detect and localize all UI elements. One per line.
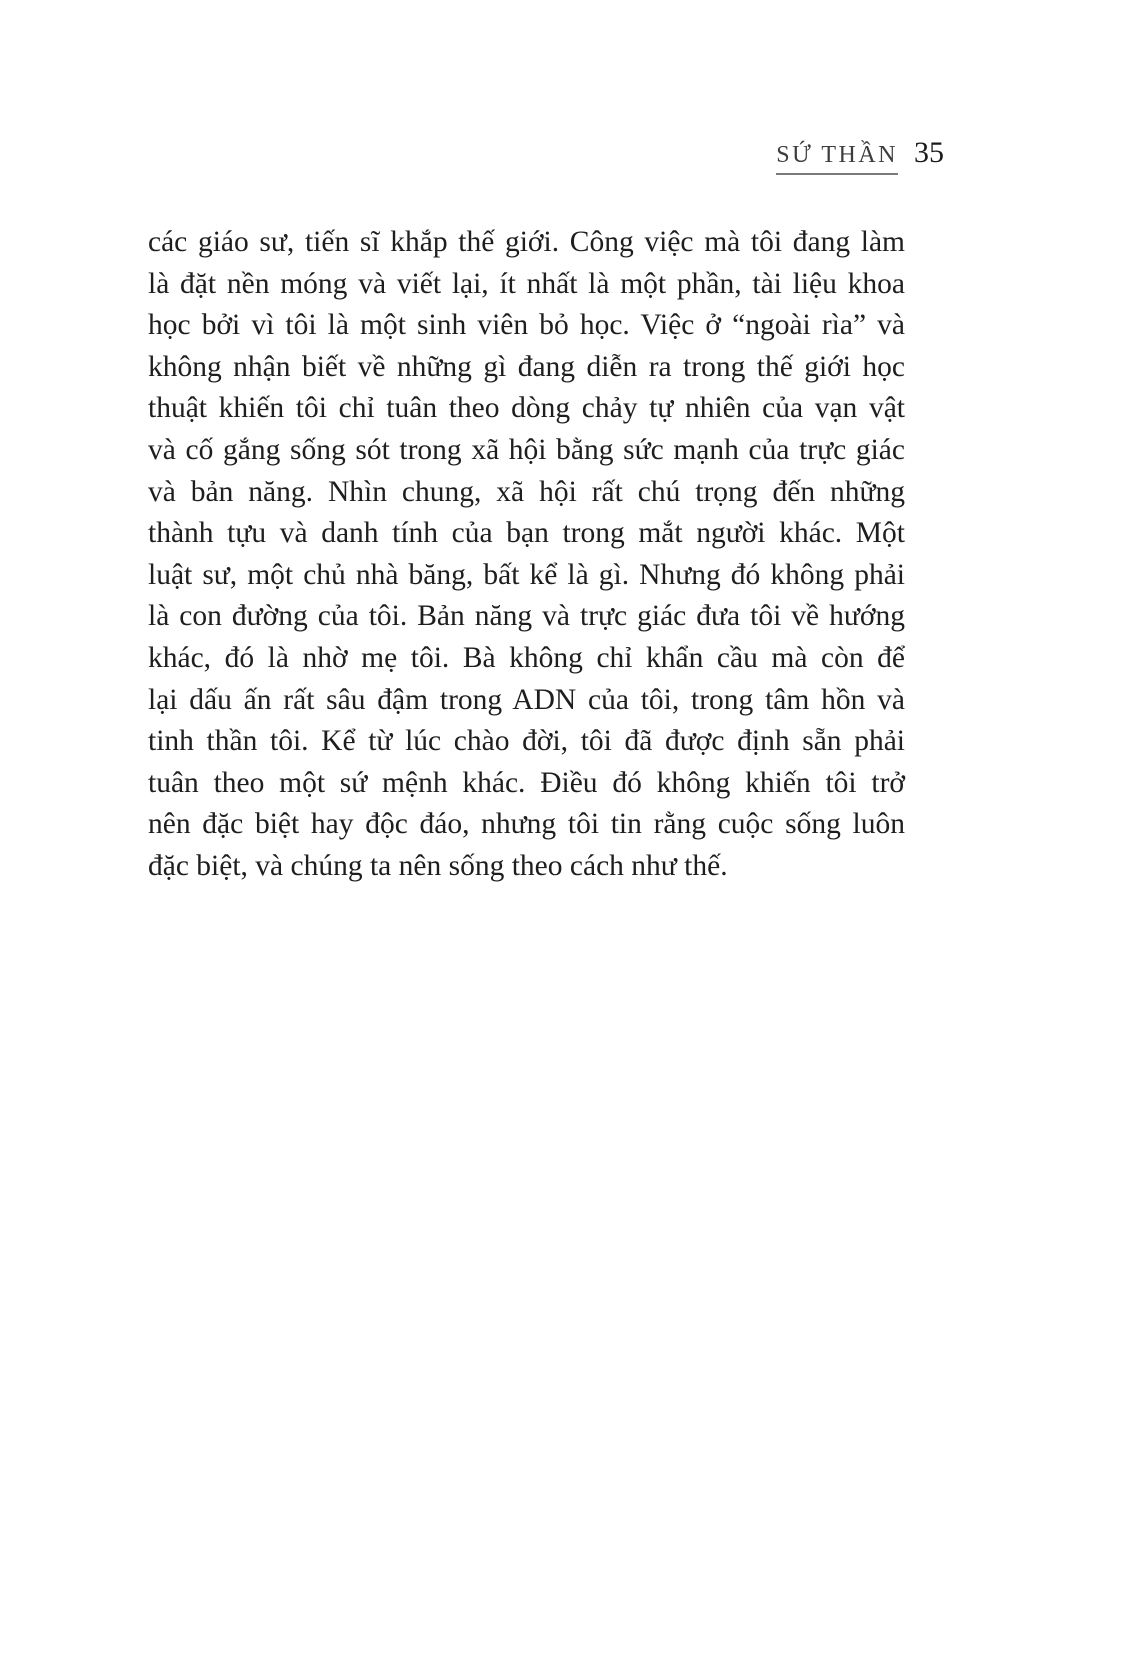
text-line: nên đặc biệt hay độc đáo, nhưng tôi tin rằng cuộc sống luôn (148, 808, 905, 841)
text-line: thành tựu và danh tính của bạn trong mắt người khác. Một (148, 517, 905, 550)
text-line: và bản năng. Nhìn chung, xã hội rất chú trọng đến những (148, 475, 905, 508)
text-line: tuân theo một sứ mệnh khác. Điều đó không khiến tôi trở (148, 766, 905, 799)
running-header-title: SỨ THẦN (776, 142, 898, 175)
text-line: thuật khiến tôi chỉ tuân theo dòng chảy tự nhiên của vạn vật (148, 392, 905, 425)
text-line: đặc biệt, và chúng ta nên sống theo cách như thế. (148, 849, 728, 882)
text-line: tinh thần tôi. Kể từ lúc chào đời, tôi đã được định sẵn phải (148, 725, 905, 758)
running-header (776, 136, 944, 175)
text-line: và cố gắng sống sót trong xã hội bằng sức mạnh của trực giác (148, 433, 905, 466)
text-line: học bởi vì tôi là một sinh viên bỏ học. Việc ở “ngoài rìa” và (148, 309, 905, 342)
text-line: là con đường của tôi. Bản năng và trực giác đưa tôi về hướng (148, 600, 905, 633)
text-line: các giáo sư, tiến sĩ khắp thế giới. Công việc mà tôi đang làm (148, 226, 905, 258)
text-line: luật sư, một chủ nhà băng, bất kể là gì. Nhưng đó không phải (148, 558, 905, 591)
text-line: không nhận biết về những gì đang diễn ra trong thế giới học (148, 350, 905, 383)
text-line: là đặt nền móng và viết lại, ít nhất là một phần, tài liệu khoa (148, 267, 905, 300)
body-text (148, 222, 905, 888)
text-line: lại dấu ấn rất sâu đậm trong ADN của tôi, trong tâm hồn và (148, 683, 905, 716)
text-line: khác, đó là nhờ mẹ tôi. Bà không chỉ khẩn cầu mà còn để (148, 641, 905, 674)
page-number: 35 (914, 136, 944, 169)
